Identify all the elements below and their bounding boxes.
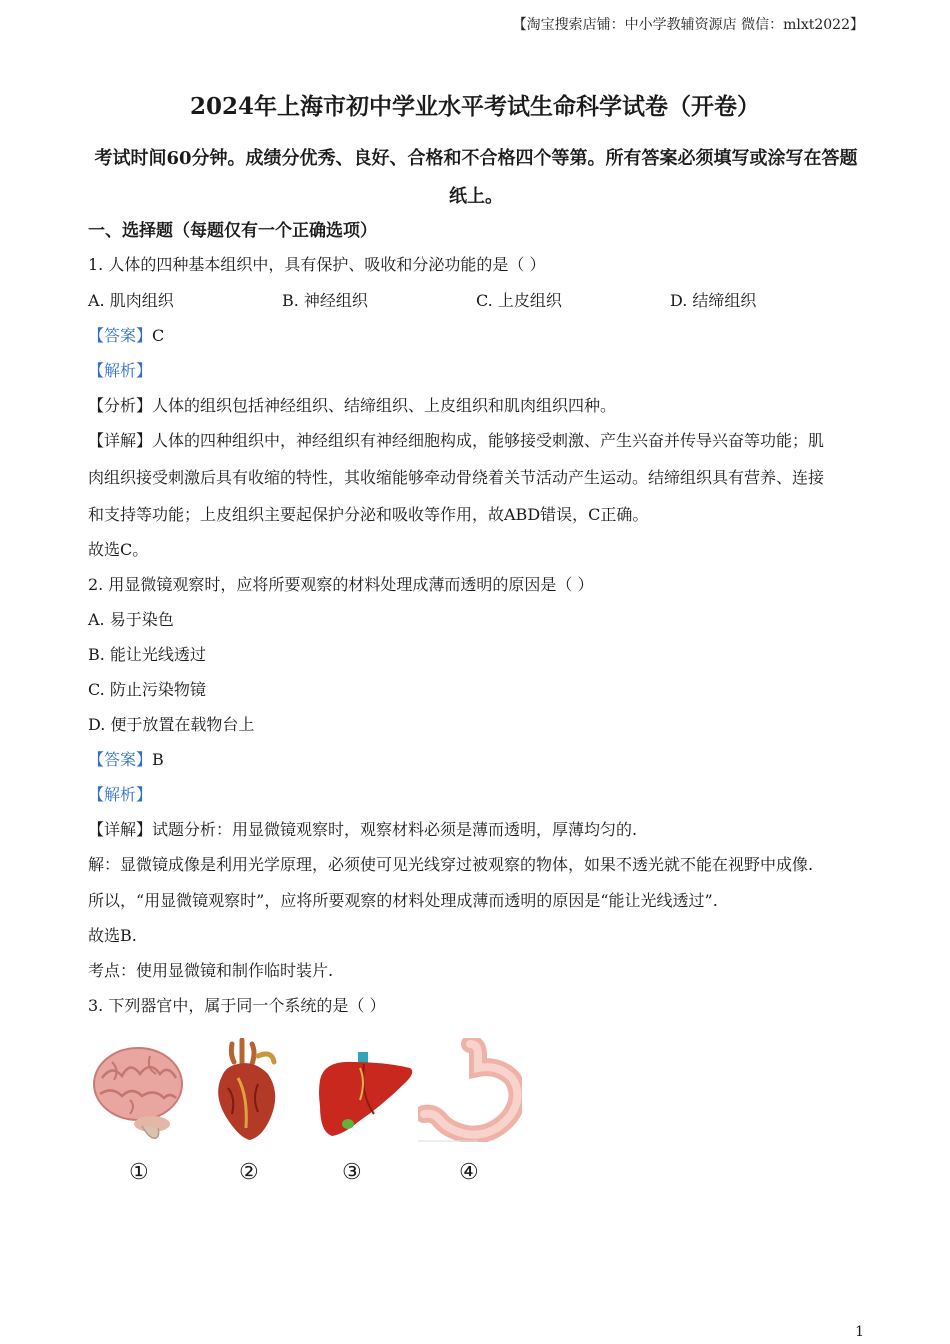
figure-label-2: ② xyxy=(239,1160,259,1185)
q3-stem: 3. 下列器官中，属于同一个系统的是（ ） xyxy=(88,996,386,1015)
q2-analysis-tag: 【解析】 xyxy=(88,785,153,804)
answer-tag: 【答案】 xyxy=(88,750,153,769)
q2-detail xyxy=(88,818,864,842)
q1-stem: 1. 人体的四种基本组织中，具有保护、吸收和分泌功能的是（ ） xyxy=(88,255,546,274)
detail-tag: 【详解】 xyxy=(88,431,153,450)
q1-option-c: C. 上皮组织 xyxy=(476,291,562,310)
q1-detail-line2: 肉组织接受刺激后具有收缩的特性，其收缩能够牵动骨绕着关节活动产生运动。结缔组织具有营养、连接 xyxy=(88,468,825,487)
page-title: 2024年上海市初中学业水平考试生命科学试卷（开卷） xyxy=(189,93,760,120)
q1-option-a: A. 肌肉组织 xyxy=(88,291,174,310)
page-number: 1 xyxy=(855,1324,864,1340)
q1-conclusion: 故选C。 xyxy=(88,540,149,559)
q2-option-a: A. 易于染色 xyxy=(88,610,174,629)
q1-analysis-tag: 【解析】 xyxy=(88,361,153,380)
answer-value: C xyxy=(152,326,165,345)
fenxi-text: 人体的组织包括神经组织、结缔组织、上皮组织和肌肉组织四种。 xyxy=(152,396,617,415)
stomach-icon xyxy=(418,1038,522,1142)
section-heading: 一、选择题（每题仅有一个正确选项） xyxy=(88,221,377,241)
answer-value: B xyxy=(152,750,164,769)
figure-label-1: ① xyxy=(129,1160,149,1185)
q1-option-b: B. 神经组织 xyxy=(282,291,368,310)
figure-label-3: ③ xyxy=(342,1160,362,1185)
q2-jie: 解：显微镜成像是利用光学原理，必须使可见光线穿过被观察的物体，如果不透光就不能在视野中成像. xyxy=(88,855,814,874)
figure-label-4: ④ xyxy=(459,1160,479,1185)
q2-option-d: D. 便于放置在载物台上 xyxy=(88,715,255,734)
heart-icon xyxy=(208,1038,280,1142)
liver-icon xyxy=(314,1038,418,1142)
q2-conclusion: 故选B. xyxy=(88,926,137,945)
detail-tag: 【详解】 xyxy=(88,820,153,839)
q2-option-c: C. 防止污染物镜 xyxy=(88,680,206,699)
q2-answer xyxy=(88,748,864,772)
q2-suoyi: 所以，“用显微镜观察时”，应将所要观察的材料处理成薄而透明的原因是“能让光线透过”. xyxy=(88,891,718,910)
q1-detail-line1 xyxy=(88,429,864,453)
answer-tag: 【答案】 xyxy=(88,326,153,345)
q1-fenxi xyxy=(88,394,864,418)
detail-text: 试题分析：用显微镜观察时，观察材料必须是薄而透明，厚薄均匀的. xyxy=(152,820,638,839)
q2-kaodian: 考点：使用显微镜和制作临时装片. xyxy=(88,961,334,980)
header-note: 【淘宝搜索店铺：中小学教辅资源店 微信：mlxt2022】 xyxy=(512,17,864,33)
brain-icon xyxy=(90,1038,186,1142)
q2-option-b: B. 能让光线透过 xyxy=(88,645,206,664)
fenxi-tag: 【分析】 xyxy=(88,396,153,415)
q1-answer xyxy=(88,324,864,348)
exam-instructions: 考试时间60分钟。成绩分优秀、良好、合格和不合格四个等第。所有答案必须填写或涂写在答题纸上。 xyxy=(94,148,858,207)
q1-option-d: D. 结缔组织 xyxy=(670,291,757,310)
detail-text: 人体的四种组织中，神经组织有神经细胞构成，能够接受刺激、产生兴奋并传导兴奋等功能；肌 xyxy=(152,431,825,450)
q2-stem: 2. 用显微镜观察时，应将所要观察的材料处理成薄而透明的原因是（ ） xyxy=(88,575,594,594)
q1-detail-line3: 和支持等功能；上皮组织主要起保护分泌和吸收等作用，故ABD错误，C正确。 xyxy=(88,505,649,524)
